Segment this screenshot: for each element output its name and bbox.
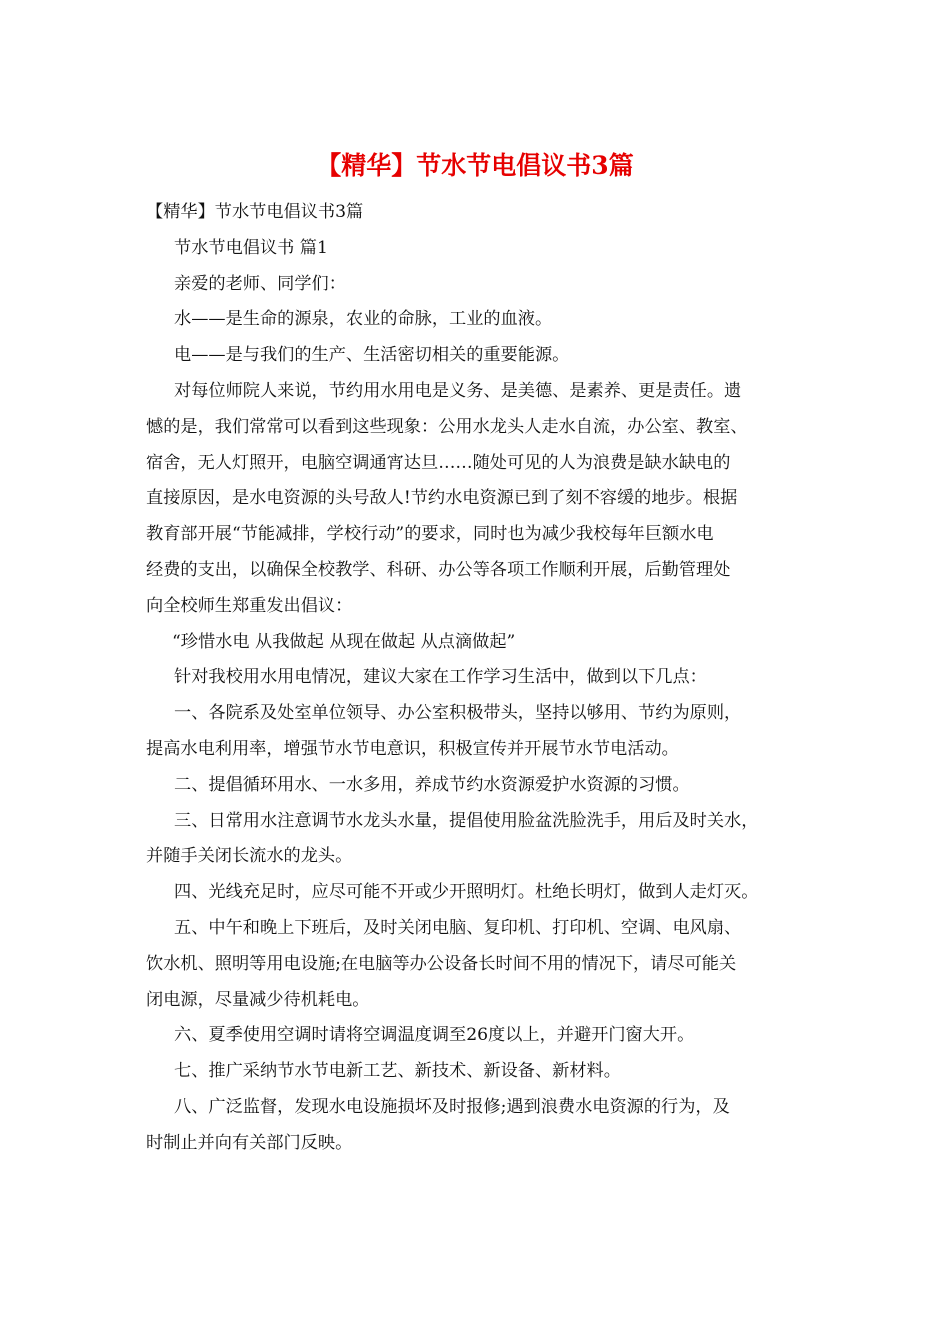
paragraph-line: 六、夏季使用空调时请将空调温度调至26度以上，并避开门窗大开。 xyxy=(174,1025,695,1046)
paragraph-line: 二、提倡循环用水、一水多用，养成节约水资源爱护水资源的习惯。 xyxy=(174,774,690,795)
paragraph-line: 五、中午和晚上下班后，及时关闭电脑、复印机、打印机、空调、电风扇、 xyxy=(174,917,742,938)
paragraph-line: 三、日常用水注意调节水龙头水量，提倡使用脸盆洗脸洗手，用后及时关水， xyxy=(174,810,759,831)
paragraph-line: 八、广泛监督，发现水电设施损坏及时报修;遇到浪费水电资源的行为，及 xyxy=(174,1096,730,1117)
paragraph-line: 饮水机、照明等用电设施;在电脑等办公设备长时间不用的情况下，请尽可能关 xyxy=(146,953,737,974)
paragraph-line: 宿舍，无人灯照开，电脑空调通宵达旦……随处可见的人为浪费是缺水缺电的 xyxy=(146,452,731,473)
paragraph-line: 七、推广采纳节水节电新工艺、新技术、新设备、新材料。 xyxy=(174,1061,621,1082)
paragraph-line: 教育部开展“节能减排，学校行动”的要求，同时也为减少我校每年巨额水电 xyxy=(146,524,714,545)
paragraph-line: 憾的是，我们常常可以看到这些现象：公用水龙头人走水自流，办公室、教室、 xyxy=(146,416,748,437)
paragraph-line: 对每位师院人来说，节约用水用电是义务、是美德、是素养、更是责任。遗 xyxy=(174,380,742,401)
paragraph-line: 亲爱的老师、同学们： xyxy=(174,273,346,294)
document-title: 【精华】节水节电倡议书3篇 xyxy=(316,151,634,180)
paragraph-line: 提高水电利用率，增强节水节电意识，积极宣传并开展节水节电活动。 xyxy=(146,738,679,759)
paragraph-line: 直接原因，是水电资源的头号敌人!节约水电资源已到了刻不容缓的地步。根据 xyxy=(146,488,738,509)
paragraph-line: “珍惜水电 从我做起 从现在做起 从点滴做起” xyxy=(172,631,516,652)
paragraph-line: 一、各院系及处室单位领导、办公室积极带头，坚持以够用、节约为原则， xyxy=(174,703,742,724)
paragraph-line: 【精华】节水节电倡议书3篇 xyxy=(146,202,364,222)
document-body xyxy=(146,195,826,1162)
paragraph-line: 节水节电倡议书 篇1 xyxy=(174,237,328,258)
paragraph-line: 时制止并向有关部门反映。 xyxy=(146,1132,353,1153)
paragraph-line: 四、光线充足时，应尽可能不开或少开照明灯。杜绝长明灯，做到人走灯灭。 xyxy=(174,882,759,903)
paragraph-line: 经费的支出，以确保全校教学、科研、办公等各项工作顺利开展，后勤管理处 xyxy=(146,559,731,580)
paragraph-line: 电——是与我们的生产、生活密切相关的重要能源。 xyxy=(174,345,570,366)
paragraph-line: 闭电源，尽量减少待机耗电。 xyxy=(146,989,370,1010)
paragraph-line: 向全校师生郑重发出倡议： xyxy=(146,595,353,616)
paragraph-line: 针对我校用水用电情况，建议大家在工作学习生活中，做到以下几点： xyxy=(174,667,707,688)
paragraph-line: 并随手关闭长流水的龙头。 xyxy=(146,846,353,867)
paragraph-line: 水——是生命的源泉，农业的命脉，工业的血液。 xyxy=(174,309,553,330)
